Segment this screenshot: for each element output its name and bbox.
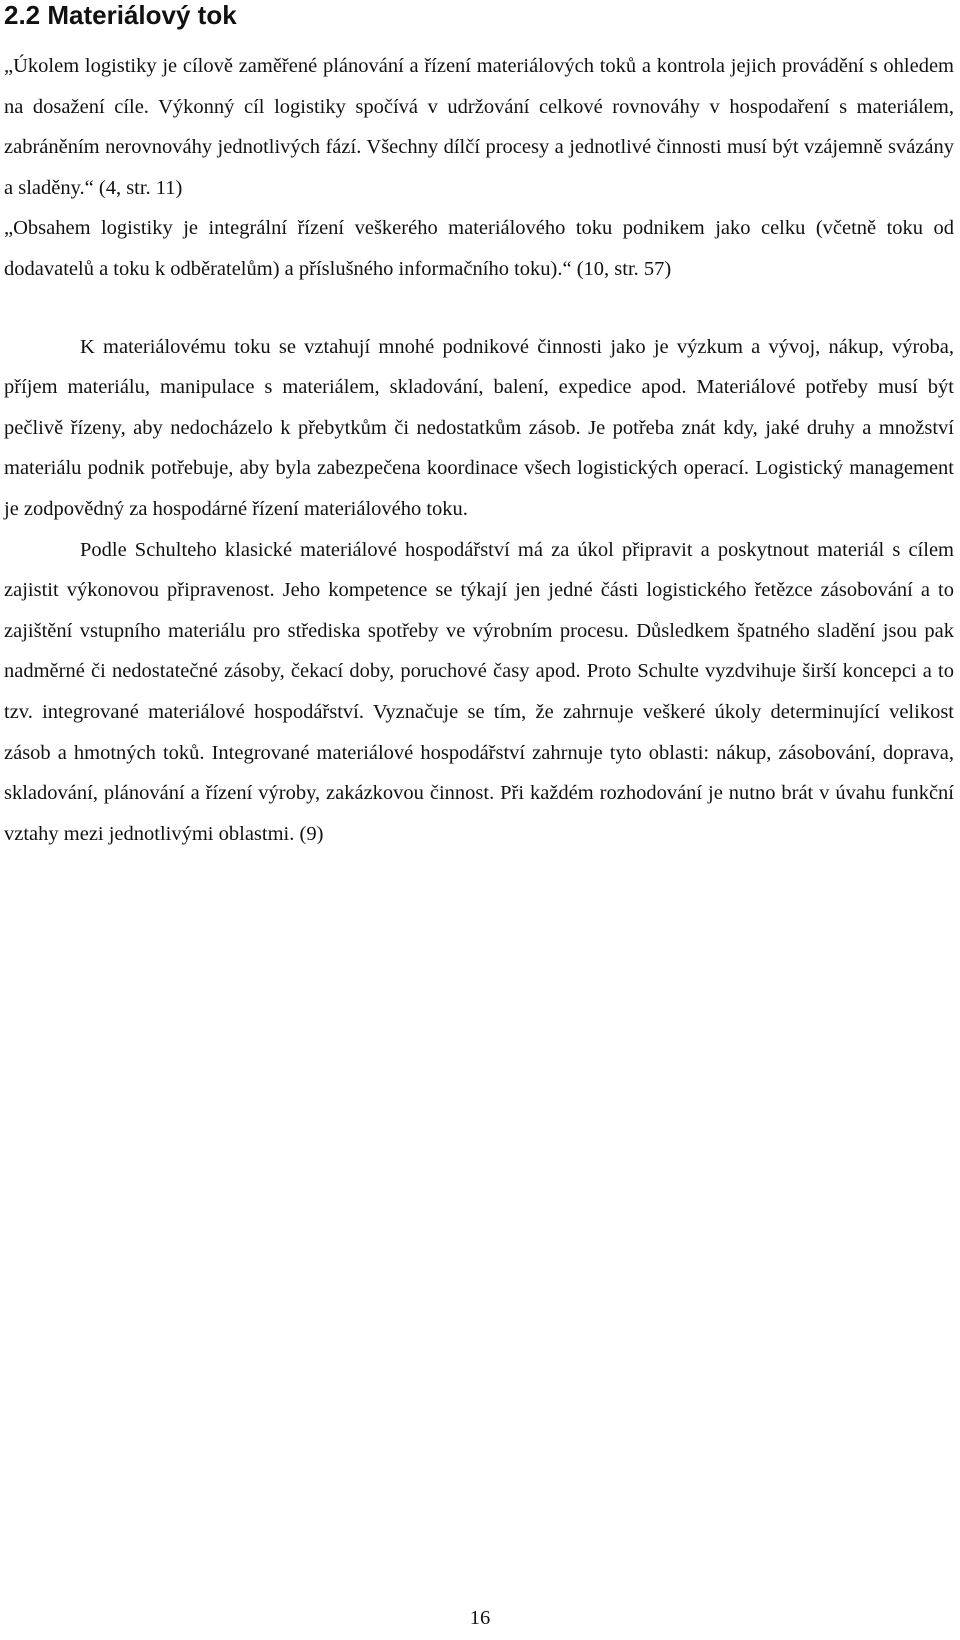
paragraph-spacer: [4, 290, 954, 327]
quote-paragraph-1: „Úkolem logistiky je cílově zaměřené plánování a řízení materiálových toků a kontrola jejich provádění s ohledem na dosažení cíle. Výkonný cíl logistiky spočívá v udržování celkové rovnováhy v hospodaření s materiálem, zabráněním nerovnováhy jednotlivých fází. Všechny dílčí procesy a jednotlivé činnosti musí být vzájemně svázány a sladěny.“ (4, str. 11): [4, 55, 954, 199]
page-number: 16: [469, 1607, 491, 1629]
body-paragraph-1: K materiálovému toku se vztahují mnohé podnikové činnosti jako je výzkum a vývoj, nákup, výroba, příjem materiálu, manipulace s materiálem, skladování, balení, expedice apod. Materiálové potřeby musí být pečlivě řízeny, aby nedocházelo k přebytkům či nedostatkům zásob. Je potřeba znát kdy, jaké druhy a množství materiálu podnik potřebuje, aby byla zabezpečena koordinace všech logistických operací. Logistický management je zodpovědný za hospodárné řízení materiálového toku.: [4, 335, 954, 520]
body-paragraph-2: Podle Schulteho klasické materiálové hospodářství má za úkol připravit a poskytnout materiál s cílem zajistit výkonovou připravenost. Jeho kompetence se týkají jen jedné části logistického řetězce zásobování a to zajištění vstupního materiálu pro střediska spotřeby ve výrobním procesu. Důsledkem špatného sladění jsou pak nadměrné či nedostatečné zásoby, čekací doby, poruchové časy apod. Proto Schulte vyzdvihuje širší koncepci a to tzv. integrované materiálové hospodářství. Vyznačuje se tím, že zahrnuje veškeré úkoly determinující velikost zásob a hmotných toků. Integrované materiálové hospodářství zahrnuje tyto oblasti: nákup, zásobování, doprava, skladování, plánování a řízení výroby, zakázkovou činnost. Při každém rozhodování je nutno brát v úvahu funkční vztahy mezi jednotlivými oblastmi. (9): [4, 538, 954, 845]
quote-paragraph-2: „Obsahem logistiky je integrální řízení veškerého materiálového toku podnikem jako celku (včetně toku od dodavatelů a toku k odběratelům) a příslušného informačního toku).“ (10, str. 57): [4, 217, 954, 280]
document-page: [4, 0, 954, 854]
section-heading: 2.2 Materiálový tok: [4, 0, 237, 30]
